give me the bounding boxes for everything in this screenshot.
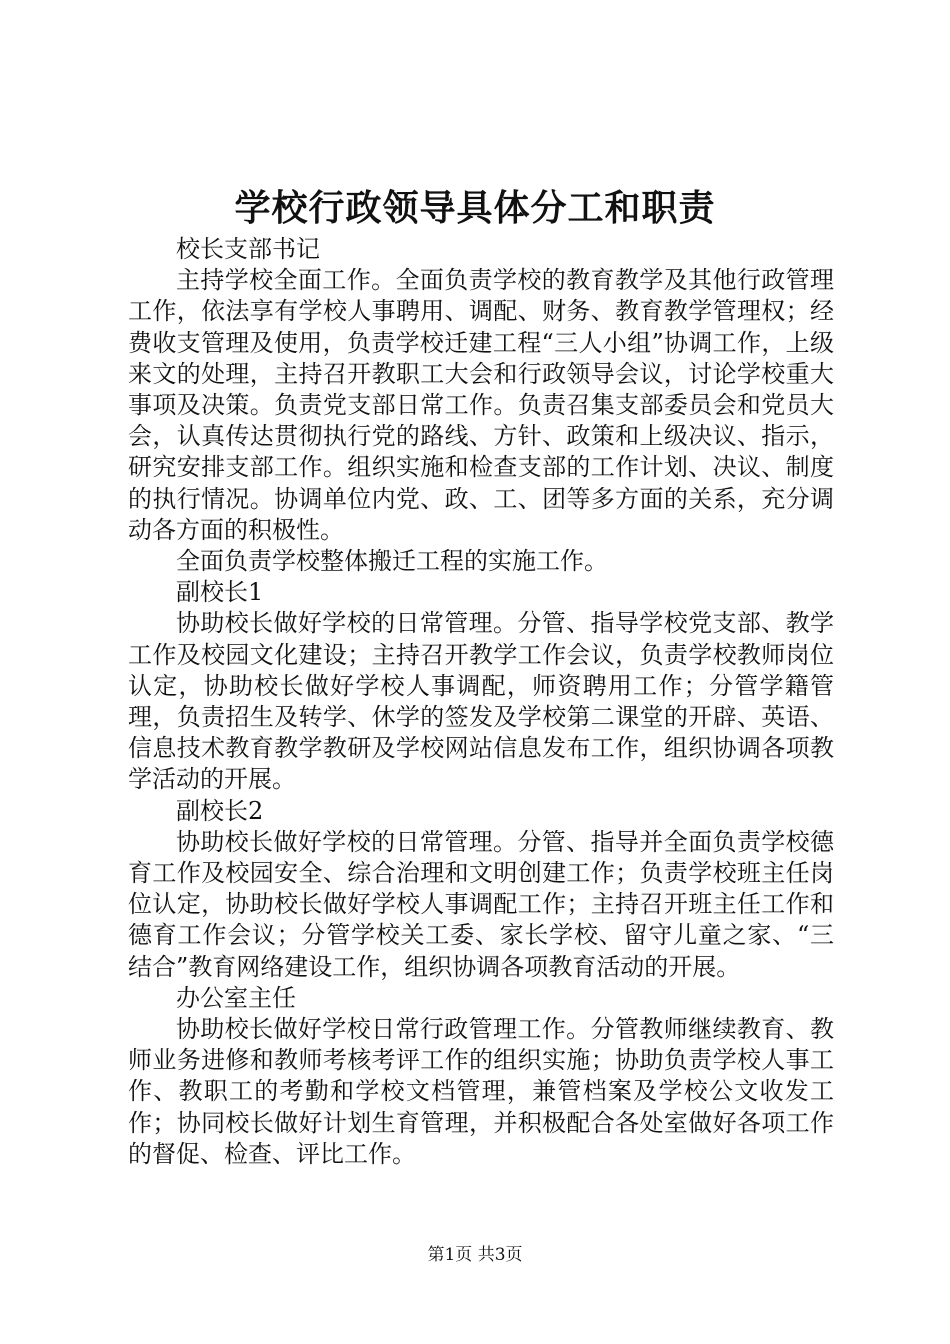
document-title: 学校行政领导具体分工和职责	[234, 187, 716, 229]
page-number-footer: 第1页 共3页	[427, 1245, 523, 1265]
paragraph-office-director-duties: 协助校长做好学校日常行政管理工作。分管教师继续教育、教师业务进修和教师考核考评工作的组织实施；协助负责学校人事工作、教职工的考勤和学校文档管理，兼管档案及学校公文收发工作；协同校长做好计划生育管理，并积极配合各处室做好各项工作的督促、检查、评比工作。	[128, 1015, 834, 1168]
heading-vice-principal-1: 副校长1	[176, 578, 264, 607]
paragraph-relocation-duty: 全面负责学校整体搬迁工程的实施工作。	[176, 547, 608, 576]
heading-office-director: 办公室主任	[176, 983, 296, 1012]
document-body	[128, 234, 834, 1170]
paragraph-principal-duties: 主持学校全面工作。全面负责学校的教育教学及其他行政管理工作，依法享有学校人事聘用、调配、财务、教育教学管理权；经费收支管理及使用，负责学校迁建工程“三人小组”协调工作，上级来文的处理，主持召开教职工大会和行政领导会议，讨论学校重大事项及决策。负责党支部日常工作。负责召集支部委员会和党员大会，认真传达贯彻执行党的路线、方针、政策和上级决议、指示，研究安排支部工作。组织实施和检查支部的工作计划、决议、制度的执行情况。协调单位内党、政、工、团等多方面的关系，充分调动各方面的积极性。	[128, 266, 834, 544]
paragraph-vice-principal-1-duties: 协助校长做好学校的日常管理。分管、指导学校党支部、教学工作及校园文化建设；主持召开教学工作会议，负责学校教师岗位认定，协助校长做好学校人事调配，师资聘用工作；分管学籍管理，负责招生及转学、休学的签发及学校第二课堂的开辟、英语、信息技术教育教学教研及学校网站信息发布工作，组织协调各项教学活动的开展。	[128, 609, 834, 794]
heading-vice-principal-2: 副校长2	[176, 796, 264, 825]
heading-principal-secretary: 校长支部书记	[176, 235, 320, 263]
paragraph-vice-principal-2-duties: 协助校长做好学校的日常管理。分管、指导并全面负责学校德育工作及校园安全、综合治理和文明创建工作；负责学校班主任岗位认定，协助校长做好学校人事调配工作；主持召开班主任工作和德育工作会议；分管学校关工委、家长学校、留守儿童之家、“三结合”教育网络建设工作，组织协调各项教育活动的开展。	[128, 827, 834, 981]
